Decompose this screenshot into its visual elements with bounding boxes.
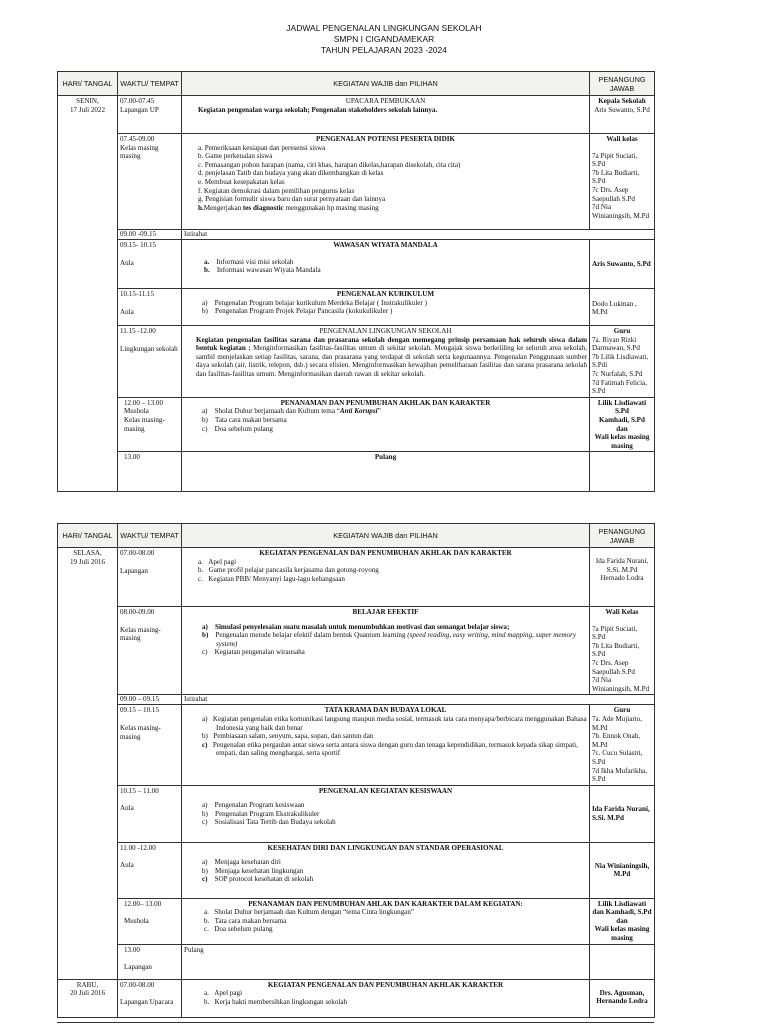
list-item	[184, 741, 587, 758]
table-row	[58, 397, 655, 452]
list-marker: a.	[204, 989, 209, 998]
place-label: Kelas masing- masing	[124, 415, 165, 433]
date-label: 20 Juli 2016	[69, 989, 106, 998]
time-label: 09.15 – 10.15	[120, 706, 160, 715]
resp-name: 7c Nurfalah, S.Pd	[592, 369, 643, 378]
time-label: 10.15-11.15	[120, 290, 155, 298]
time-label: 13.00	[118, 452, 182, 492]
resp-cell	[590, 240, 655, 289]
time-cell	[118, 842, 182, 898]
time-label: 11.00 -12.00	[120, 843, 156, 852]
table-row	[58, 842, 655, 898]
resp-title: Guru	[613, 706, 631, 715]
list-text-bold: tes diagnostic	[242, 203, 284, 212]
list-marker: c)	[202, 818, 208, 827]
list-marker: c)	[202, 424, 208, 433]
time-cell	[118, 944, 182, 979]
time-cell	[118, 134, 182, 230]
resp-cell	[590, 289, 655, 326]
col-header-activity: KEGIATAN WAJIB dan PILIHAN	[182, 72, 590, 96]
resp-cell	[590, 898, 655, 944]
activity-cell	[182, 289, 590, 326]
header-school: SMPN I CIGANDAMEKAR	[333, 34, 435, 44]
header-title: JADWAL PENGENALAN LINGKUNGAN SEKOLAH	[286, 23, 482, 33]
place-label: Mushola	[124, 917, 149, 926]
resp-conj: dan	[616, 916, 628, 925]
list-marker: b)	[202, 415, 208, 424]
time-cell	[118, 898, 182, 944]
place-label: Lapangan UP	[120, 105, 159, 114]
list-item	[184, 925, 587, 934]
table-row	[58, 289, 655, 326]
resp-name: Kamhadi, S.Pd	[599, 415, 645, 424]
list-marker: a.	[204, 908, 209, 917]
resp-name: 7a. Ade Mujiarto, M.Pd	[592, 714, 643, 732]
time-label: 09.00 -09.15	[118, 230, 182, 240]
list-text: Mengerjakan	[203, 203, 243, 212]
col-header-activity: KEGIATAN WAJIB dan PILIHAN	[182, 524, 590, 548]
table-row	[58, 705, 655, 785]
activity-cell	[182, 548, 590, 607]
table-header-row	[58, 524, 655, 548]
day-cell	[58, 548, 118, 980]
list-text: Pembiasaan salam, senyum, sapa, sopan, dan santun dan	[213, 732, 374, 741]
resp-name: Aris Suwanto, S.Pd	[592, 259, 651, 268]
resp-cell	[590, 452, 655, 492]
list-text: Apel pagi	[214, 989, 243, 998]
activity-title: WAWASAN WIYATA MANDALA	[333, 241, 438, 249]
list-text: Kegiatan pengenalan etika komunikasi langsung maupun media sosial, termasuk tata cara menyapa/berbicara menggunakan Bahasa Indonesia yang baik dan benar	[212, 714, 587, 732]
list-item	[184, 416, 587, 425]
activity-title: KEGIATAN PENGENALAN DAN PENUMBUHAN AKHLAK DAN KARAKTER	[259, 549, 512, 557]
col-header-day: HARI/ TANGAL	[58, 524, 118, 548]
activity-cell	[182, 607, 590, 695]
activity-title: PENGENALAN KURIKULUM	[336, 290, 435, 298]
place-label: Lingkungan sekolah	[120, 344, 178, 353]
place-label: Aula	[120, 307, 134, 316]
schedule-table-tuesday	[57, 523, 655, 1018]
date-label: 19 Juli 2016	[69, 557, 106, 566]
table-row	[58, 326, 655, 398]
resp-name: Aris Suwanto, S.Pd	[594, 105, 650, 114]
list-text: Kegiatan pengenalan wirausaha	[214, 648, 305, 657]
list-text: Sholat Duhur berjamaah dan Kultum tema “	[214, 407, 340, 416]
break-label: Istirahat	[182, 230, 655, 240]
list-text-emphasis: (speed reading, easy writing, mind mapping, super memory system)	[216, 631, 577, 648]
time-cell	[118, 96, 182, 134]
resp-cell	[590, 134, 655, 230]
resp-cell	[590, 548, 655, 607]
place-label: Mushola	[124, 407, 149, 416]
resp-name: 7b. Ennok Onah, M.Pd	[592, 732, 641, 749]
resp-cell	[590, 842, 655, 898]
col-header-time: WAKTU/ TEMPAT	[118, 72, 182, 96]
table-row	[58, 548, 655, 607]
list-marker: a)	[202, 714, 208, 723]
list-item	[184, 715, 587, 732]
table-header-row	[58, 72, 655, 96]
resp-name: 7c Drs. Asep Saepullah S.Pd	[592, 658, 635, 676]
list-text: Pengenalan Program kesiswaan	[214, 801, 305, 810]
list-item	[184, 917, 587, 926]
resp-cell	[590, 785, 655, 842]
list-marker: a)	[202, 298, 208, 307]
table-row	[58, 695, 655, 705]
activity-title: PENANAMAN DAN PENUMBUHAN AKHLAK DAN KARAKTER	[280, 398, 491, 407]
list-marker: b.	[198, 566, 204, 575]
list-item: g. Pengisian formulir siswa baru dan surat pernyataan dan lainnya	[198, 195, 386, 204]
table-row	[58, 785, 655, 842]
time-label: 07.00-07.45	[120, 97, 155, 105]
place-label: Lapangan Upacara	[120, 998, 174, 1007]
time-cell	[118, 607, 182, 695]
list-item	[184, 575, 587, 584]
resp-cell	[590, 326, 655, 398]
list-text: Kerja bakti membersihkan lingkungan sekolah	[214, 997, 348, 1006]
list-text: Menjaga kesehatan lingkungan	[215, 866, 304, 875]
list-marker: h.	[198, 203, 204, 212]
list-text: Tata cara makan bersama	[215, 415, 287, 424]
resp-name: Ida Farida Nurani, S.Si. M.Pd	[595, 557, 649, 574]
day-label: SELASA,	[73, 549, 102, 557]
list-text: Pengenalan metode belajar efektif dalam bentuk Quantum learning	[215, 631, 408, 640]
list-item	[198, 204, 587, 213]
list-item: c. Pemasangan pohon harapan (nama, ciri khas, harapan dikelas,harapan disekolah, cita cita)	[198, 160, 461, 169]
list-marker: b)	[202, 866, 208, 875]
time-cell	[118, 548, 182, 607]
list-marker: c.	[204, 925, 209, 934]
list-item	[184, 998, 587, 1007]
resp-cell	[590, 705, 655, 785]
resp-name: Dodo Lukman , M.Pd	[592, 299, 637, 317]
activity-cell	[182, 96, 590, 134]
time-label: 07.45-09.00	[120, 135, 155, 143]
activity-title: PENANAMAN DAN PENUMBUHAN AHLAK DAN KARAKTER DALAM KEGIATAN:	[248, 899, 523, 908]
place-label: Kelas masing- masing	[120, 723, 161, 741]
activity-cell	[182, 842, 590, 898]
place-label: Lapangan	[120, 566, 148, 575]
list-item	[184, 875, 587, 884]
list-marker: b)	[202, 732, 208, 741]
activity-desc-bold: Kegiatan pengenalan fasilitas sarana dan prasarana sekolah dengan memegang prinsip persamaan hak seluruh siswa dalam bentuk kegiatan :	[196, 335, 587, 353]
activity-cell	[182, 944, 590, 979]
resp-name: 7b Lita Budiarti, S.Pd	[592, 641, 640, 659]
list-text: Apel pagi	[208, 557, 237, 566]
resp-name: Hernado Lodra	[600, 574, 644, 583]
resp-title: Wali kelas	[606, 135, 638, 143]
activity-cell	[182, 326, 590, 398]
table-row	[58, 452, 655, 492]
place-label: Aula	[120, 258, 134, 267]
list-item	[184, 810, 587, 819]
day-cell	[58, 979, 118, 1017]
day-label: RABU,	[76, 980, 99, 989]
activity-list	[184, 144, 587, 213]
list-text: Pengenalan Program belajar kurikulum Merdeka Belajar ( Instrakulikuler )	[214, 298, 427, 307]
list-text: menggunakan hp masing masing	[283, 203, 379, 212]
place-label: Aula	[120, 861, 134, 870]
time-label: 07.00-08.00	[120, 980, 155, 989]
list-item	[198, 648, 587, 657]
resp-conj: dan	[616, 424, 628, 433]
list-item	[184, 307, 587, 316]
time-cell	[118, 240, 182, 289]
list-text: Menjaga kesehatan diri	[214, 858, 281, 867]
resp-cell	[590, 944, 655, 979]
list-item	[198, 631, 587, 648]
resp-title: Wali Kelas	[605, 608, 639, 616]
resp-name: Drs. Agusman,	[599, 988, 645, 997]
table-row	[58, 134, 655, 230]
list-marker: a)	[202, 407, 208, 416]
list-item	[184, 407, 587, 416]
time-cell	[118, 397, 182, 452]
table-row	[58, 607, 655, 695]
activity-title: PENGENALAN LINGKUNGAN SEKOLAH	[319, 327, 452, 335]
time-cell	[118, 326, 182, 398]
activity-title: PENGENALAN POTENSI PESERTA DIDIK	[316, 135, 455, 143]
activity-title: BELAJAR EFEKTIF	[352, 608, 419, 616]
list-marker: a)	[202, 801, 208, 810]
resp-name: Wali kelas masing masing	[594, 925, 650, 943]
activity-cell	[182, 705, 590, 785]
place-label: Kelas masing masing	[120, 143, 159, 161]
resp-title: Guru	[613, 327, 631, 335]
list-text: Kegiatan PBB/ Menyanyi lagu-lagu kebangsaan	[208, 574, 345, 583]
list-marker: b)	[202, 809, 208, 818]
list-text: Game profil pelajar pancasila kerjasama dan gotong-royong	[208, 566, 379, 575]
activity-title: TATA KRAMA DAN BUDAYA LOKAL	[324, 706, 447, 715]
time-label: 12.00– 13.00	[124, 899, 162, 908]
table-row	[58, 979, 655, 1017]
activity-title: PENGENALAN KEGIATAN KESISWAAN	[318, 786, 453, 795]
resp-name: 7d Nia Winianingsih, M.Pd	[592, 203, 650, 220]
resp-cell	[590, 397, 655, 452]
table-row	[58, 96, 655, 134]
list-text: Tata cara makan bersama	[214, 916, 287, 925]
resp-name: Ida Farida Nurani, S.Si. M.Pd	[592, 805, 650, 822]
list-text: ”	[377, 407, 381, 416]
table-row	[58, 230, 655, 240]
resp-cell	[590, 96, 655, 134]
table-row	[58, 944, 655, 979]
place-label: Kelas masing- masing	[120, 625, 161, 643]
list-text-emphasis: Anti Korupsi	[339, 407, 378, 416]
resp-name: Nia Winianingsih, M.Pd	[594, 861, 650, 879]
activity-title: Pulang	[184, 945, 204, 954]
activity-cell	[182, 240, 590, 289]
activity-cell	[182, 134, 590, 230]
day-label: SENIN,	[76, 97, 99, 105]
activity-desc: Kegiatan pengenalan warga sekolah; Pengenalan stakeholders sekolah lainnya.	[198, 105, 438, 114]
table-row	[58, 898, 655, 944]
break-label: Istirahat	[182, 695, 655, 705]
resp-name: Hernando Lodra	[596, 997, 648, 1006]
list-item	[184, 858, 587, 867]
time-label: 13.00	[124, 945, 140, 954]
list-item	[184, 299, 587, 308]
list-item	[184, 558, 587, 567]
resp-cell	[590, 607, 655, 695]
list-marker: b)	[202, 631, 209, 640]
day-cell	[58, 96, 118, 492]
time-label: 07.00-08.00	[120, 549, 155, 557]
list-item: a. Pemeriksaan kesiapan dan peresensi siswa	[198, 143, 326, 152]
activity-title: KESEHATAN DIRI DAN LINGKUNGAN DAN STANDAR OPERASIONAL	[267, 843, 504, 852]
resp-name: Lilik Lisdiawati S.Pd	[597, 398, 647, 416]
list-marker: a.	[198, 557, 203, 566]
list-text: Informasi visi misi sekolah	[216, 257, 294, 266]
col-header-resp: PENANGUNG JAWAB	[590, 524, 655, 548]
list-text: Informasi wawasan Wiyata Mandala	[216, 266, 321, 275]
list-text: Sholat Duhur berjamaah dan Kultum dengan “tema Cinta lingkungan”	[214, 908, 415, 917]
activity-desc	[184, 336, 587, 379]
list-item	[184, 732, 587, 741]
list-text: Pengenalan Program Ekstrakulikuler	[215, 809, 320, 818]
header-year: TAHUN PELAJARAN 2023 -2024	[321, 45, 447, 55]
list-marker: b)	[202, 307, 208, 316]
list-marker: a)	[202, 858, 208, 867]
activity-title: KEGIATAN PENGENALAN DAN PENUMBUHAN AKHLAK KARAKTER	[267, 980, 504, 989]
resp-name: 7a Pipit Suciati, S.Pd	[592, 624, 638, 642]
resp-name: 7d Ikha Mufarikha, S.Pd	[592, 766, 647, 784]
resp-name: 7b Lilik Lisdiawati, S.Pdi	[592, 352, 649, 370]
time-label: 11.15 -12.00	[120, 327, 156, 335]
list-item	[184, 566, 587, 575]
list-item: d. penjelasan Tatib dan budaya yang akan dikembangkan di kelas	[198, 169, 384, 178]
activity-cell	[182, 785, 590, 842]
time-label: 10.15 – 11.00	[120, 786, 159, 795]
list-marker: a.	[204, 257, 210, 266]
resp-name: Lilik Lisdiawati dan Kamhadi, S.Pd	[592, 899, 652, 917]
resp-name: 7d Nia Winianingsih, M.Pd	[592, 676, 650, 693]
activity-title: Pulang	[182, 452, 590, 492]
document-header	[0, 23, 768, 56]
resp-name: 7a. Riyan Rizki Darmawan, S.Pd	[592, 335, 640, 353]
list-item: f. Kegiatan demokrasi dalam pemilihan pengurus kelas	[198, 186, 355, 195]
list-text: SOP protocol kesehatan di sekolah	[214, 875, 314, 884]
list-text: Pengenalan etika pergaulan antar siswa serta antara siswa dengan guru dan tenaga kependidikan, termasuk kepada sikap simpati, empati, dan saling menghargai, serta sportif	[212, 740, 578, 758]
activity-title: UPACARA PEMBUKAAN	[345, 97, 426, 105]
list-marker: c.	[198, 574, 203, 583]
list-item	[184, 908, 587, 917]
col-header-resp: PENANGUNG JAWAB	[590, 72, 655, 96]
list-item	[184, 818, 587, 827]
list-item	[184, 989, 587, 998]
resp-name: 7c Drs. Asep Saepullah S.Pd	[592, 185, 635, 203]
list-item: b. Game perkenalan siswa	[198, 152, 273, 161]
activity-cell	[182, 898, 590, 944]
list-item	[184, 258, 587, 267]
list-marker: c)	[202, 648, 208, 657]
list-marker: b.	[204, 916, 210, 925]
list-item	[198, 623, 587, 632]
time-label: 09.00 – 09.15	[118, 695, 182, 705]
place-label: Lapangan	[124, 963, 152, 972]
resp-name: 7c. Cucu Sulastri, S.Pd	[592, 749, 643, 766]
activity-desc-text: Menginformasikan fasilitas-fasilitas umum di sekitar sekolah. Mengajak siswa berkeliling ke seluruh area sekolah, sambil menjelaskan setiap fasilitas, sarana, dan prasarana yang terdapat di sekolah serta kegunaannya. Pengenalan Penggunaan sumber daya sekolah (air, listrik, telepon, dsb.) secara efisien. Menginformasikan kewajiban pemeliharaan fasilitas dan sarana prasarana sekolah dan fasilitas-fasilitas umum. Menginformasikan daerah rawan di sekitar sekolah.	[196, 344, 587, 378]
page-bottom-rule	[57, 1022, 654, 1023]
resp-name: 7b Lita Budiarti, S.Pd	[592, 168, 640, 186]
list-item	[184, 867, 587, 876]
list-item	[184, 801, 587, 810]
list-marker: c)	[202, 740, 208, 749]
list-text: Doa sebelum pulang	[214, 925, 273, 934]
list-item	[184, 266, 587, 275]
table-row	[58, 240, 655, 289]
list-text: Pengenalan Program Projek Pelajar Pancasila (kokukulikuler )	[215, 307, 393, 316]
time-cell	[118, 979, 182, 1017]
resp-cell	[590, 979, 655, 1017]
list-marker: a)	[202, 622, 208, 631]
time-cell	[118, 785, 182, 842]
list-text: Doa sebelum pulang	[214, 424, 273, 433]
time-cell	[118, 289, 182, 326]
place-label: Aula	[120, 804, 134, 813]
resp-name: 7a Pipit Suciati, S.Pd	[592, 151, 638, 169]
resp-name: Wali kelas masing masing	[594, 433, 650, 450]
time-label: 08.00-09.00	[120, 608, 155, 616]
list-marker: c)	[202, 875, 208, 884]
date-label: 17 Juli 2022	[69, 105, 106, 114]
time-label: 12.00 – 13.00	[124, 398, 164, 407]
activity-cell	[182, 397, 590, 452]
schedule-table-monday	[57, 71, 655, 492]
time-cell	[118, 705, 182, 785]
time-label: 09.15- 10.15	[120, 241, 157, 249]
activity-cell	[182, 979, 590, 1017]
list-marker: b.	[204, 997, 210, 1006]
resp-name: 7d Fatimah Felicia, S.Pd	[592, 378, 647, 396]
col-header-day: HARI/ TANGAL	[58, 72, 118, 96]
list-text: Sosialisasi Tata Tertib dan Budaya sekolah	[214, 818, 336, 827]
col-header-time: WAKTU/ TEMPAT	[118, 524, 182, 548]
list-text: Simulasi penyelesaian suatu masalah untuk menumbuhkan motivasi dan semangat belajar siswa;	[215, 622, 510, 631]
list-item: e. Membuat kesepakatan kelas	[198, 177, 285, 186]
resp-title: Kepala Sekolah	[598, 97, 646, 105]
list-marker: b.	[204, 266, 210, 275]
list-item	[184, 425, 587, 434]
